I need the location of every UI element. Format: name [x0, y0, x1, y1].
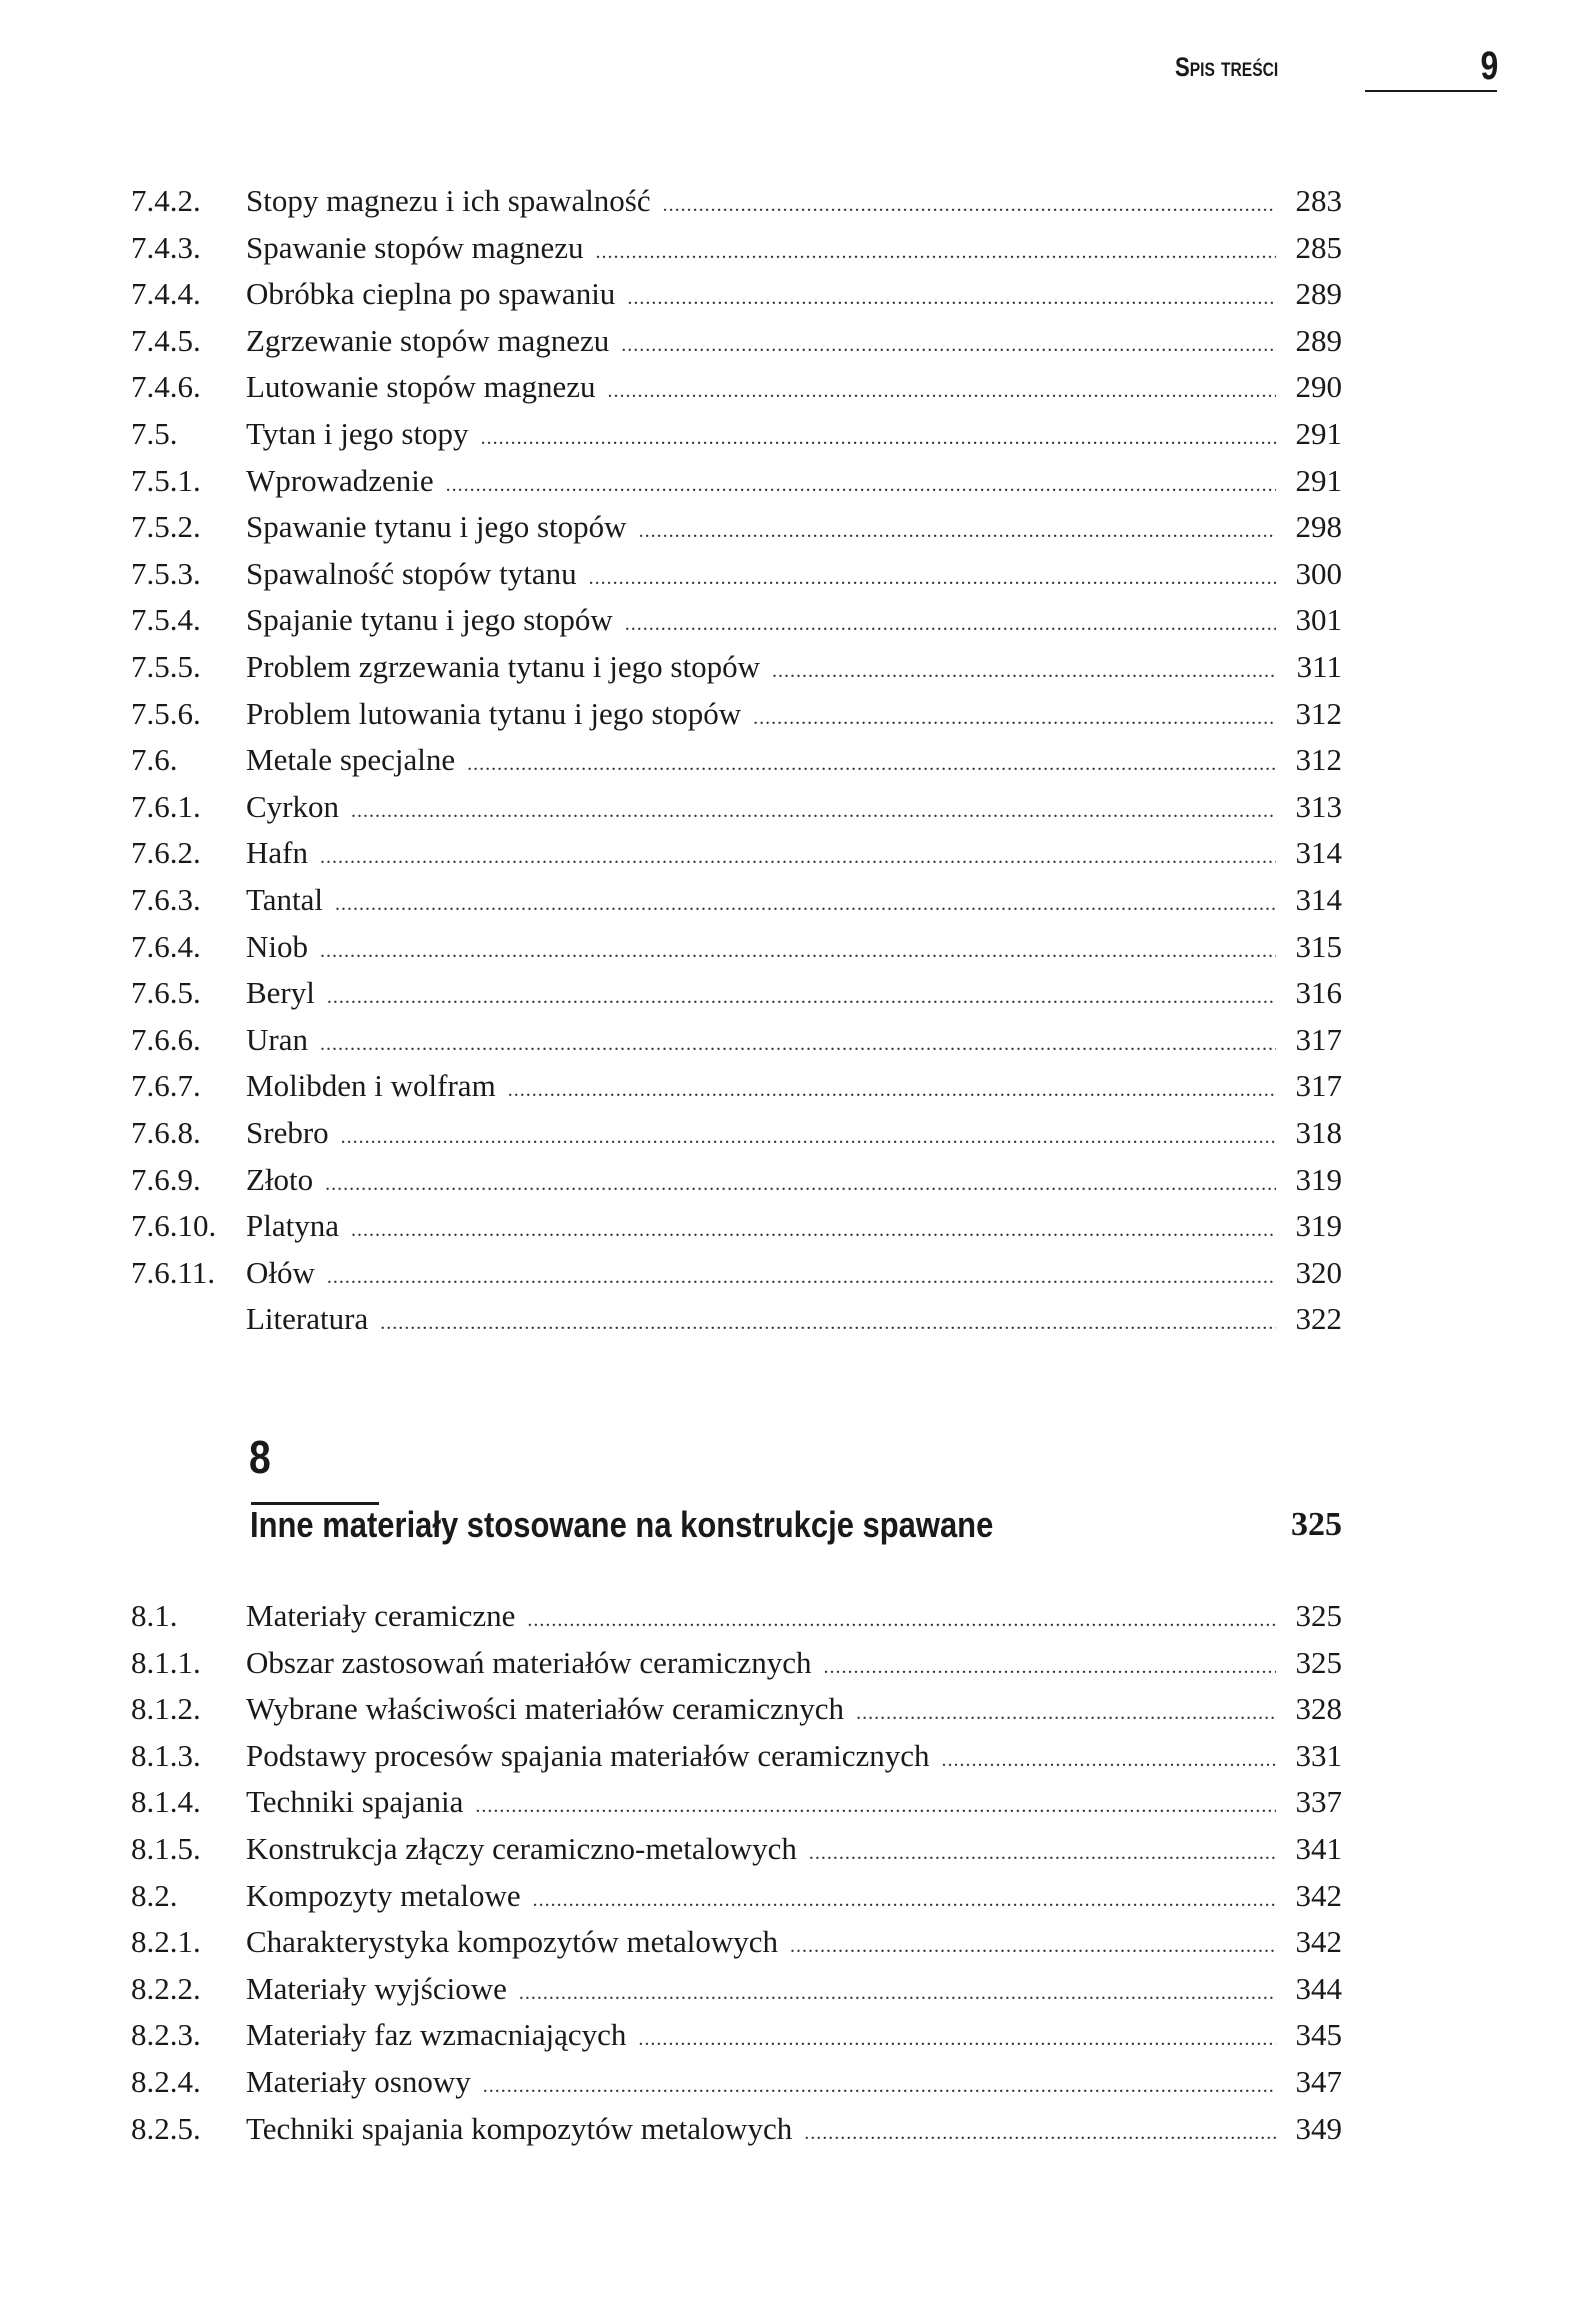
entry-page: 319	[1295, 1161, 1342, 1197]
toc-entry	[0, 364, 1574, 410]
toc-entry	[0, 1779, 1574, 1825]
entry-title: Spawanie tytanu i jego stopów	[246, 504, 639, 550]
entry-number: 8.2.	[131, 1877, 178, 1913]
toc-entry	[0, 877, 1574, 923]
dot-leader	[663, 182, 1276, 228]
entry-number: 7.6.9.	[131, 1161, 201, 1197]
entry-number: 8.1.4.	[131, 1784, 201, 1820]
entry-number: 7.5.1.	[131, 462, 201, 498]
dot-leader	[467, 741, 1276, 787]
entry-title: Materiały faz wzmacniających	[246, 2012, 638, 2058]
toc-entry	[0, 644, 1574, 690]
toc-entry	[0, 271, 1574, 317]
toc-entry	[0, 691, 1574, 737]
toc-entry	[0, 1203, 1574, 1249]
entry-title: Problem zgrzewania tytanu i jego stopów	[246, 644, 772, 690]
entry-title: Spawalność stopów tytanu	[246, 551, 589, 597]
toc-entry	[0, 1157, 1574, 1203]
entry-number: 8.2.3.	[131, 2017, 201, 2053]
dot-leader	[351, 788, 1276, 834]
entry-number: 7.6.8.	[131, 1115, 201, 1150]
entry-number: 7.6.5.	[131, 975, 201, 1011]
entry-number: 8.2.4.	[131, 2064, 201, 2099]
entry-number: 7.6.3.	[131, 882, 201, 917]
toc-entry	[0, 1063, 1574, 1109]
toc-entry	[0, 1733, 1574, 1779]
entry-page: 347	[1295, 2064, 1342, 2099]
entry-page: 289	[1295, 276, 1342, 312]
toc-entry	[0, 830, 1574, 876]
entry-number: 7.5.2.	[131, 509, 201, 545]
dot-leader	[790, 1923, 1276, 1969]
entry-page: 328	[1295, 1691, 1342, 1727]
dot-leader	[809, 1830, 1276, 1876]
entry-number: 8.2.2.	[131, 1970, 201, 2006]
entry-number: 8.1.2.	[131, 1691, 201, 1727]
toc-entry	[0, 784, 1574, 830]
dot-leader	[627, 275, 1276, 321]
entry-number: 7.6.1.	[131, 788, 201, 824]
running-head	[1170, 40, 1500, 100]
dot-leader	[824, 1644, 1277, 1690]
entry-page: 300	[1295, 555, 1342, 591]
dot-leader	[638, 2016, 1276, 2062]
entry-page: 291	[1295, 462, 1342, 498]
entry-page: 344	[1295, 1970, 1342, 2006]
dot-leader	[533, 1877, 1276, 1923]
chapter-title: Inne materiały stosowane na konstrukcje spawane	[250, 1504, 994, 1545]
entry-title: Konstrukcja złączy ceramiczno-metalowych	[246, 1826, 809, 1872]
dot-leader	[589, 555, 1276, 601]
dot-leader	[481, 415, 1276, 461]
toc-entry	[0, 1686, 1574, 1732]
entry-title: Spajanie tytanu i jego stopów	[246, 597, 625, 643]
entry-number: 7.6.10.	[131, 1208, 217, 1244]
toc-entry	[0, 225, 1574, 271]
dot-leader	[527, 1597, 1276, 1643]
entry-number: 7.4.4.	[131, 276, 201, 312]
entry-title: Zgrzewanie stopów magnezu	[246, 318, 621, 364]
entry-number: 8.1.3.	[131, 1737, 201, 1773]
entry-number: 7.4.3.	[131, 229, 201, 265]
toc-entry	[0, 458, 1574, 504]
entry-number: 7.6.7.	[131, 1068, 201, 1104]
entry-title: Techniki spajania kompozytów metalowych	[246, 2106, 804, 2152]
dot-leader	[753, 695, 1276, 741]
entry-number: 8.2.1.	[131, 1924, 201, 1960]
toc-entry	[0, 970, 1574, 1016]
dot-leader	[508, 1067, 1276, 1113]
dot-leader	[595, 229, 1276, 275]
dot-leader	[335, 881, 1276, 927]
dot-leader	[327, 1254, 1276, 1300]
toc-entry	[0, 1640, 1574, 1686]
entry-page: 337	[1295, 1784, 1342, 1820]
chapter-page: 325	[1291, 1506, 1342, 1543]
dot-leader	[341, 1114, 1276, 1160]
toc-entry	[0, 924, 1574, 970]
toc-entry	[0, 1017, 1574, 1063]
dot-leader	[621, 322, 1276, 368]
dot-leader	[446, 462, 1276, 508]
running-head-rule	[1365, 90, 1497, 92]
entry-page: 314	[1295, 882, 1342, 917]
dot-leader	[941, 1737, 1276, 1783]
entry-page: 345	[1295, 2017, 1342, 2053]
entry-page: 301	[1295, 602, 1342, 638]
entry-page: 342	[1295, 1877, 1342, 1913]
entry-page: 314	[1295, 835, 1342, 871]
entry-number: 7.6.6.	[131, 1021, 201, 1057]
entry-page: 325	[1295, 1644, 1342, 1680]
toc-entry	[0, 1919, 1574, 1965]
entry-number: 7.5.5.	[131, 649, 201, 684]
entry-number: 7.6.2.	[131, 835, 201, 871]
entry-title: Wybrane właściwości materiałów ceramicznych	[246, 1686, 856, 1732]
entry-title: Platyna	[246, 1203, 351, 1249]
entry-title: Beryl	[246, 970, 327, 1016]
entry-page: 349	[1295, 2110, 1342, 2146]
dot-leader	[856, 1690, 1276, 1736]
toc-entry	[0, 737, 1574, 783]
toc-entry	[0, 597, 1574, 643]
toc-entry	[0, 551, 1574, 597]
entry-page: 312	[1295, 695, 1342, 731]
dot-leader	[772, 648, 1276, 694]
entry-number: 7.6.	[131, 742, 178, 778]
entry-title: Niob	[246, 924, 320, 970]
toc-entry	[0, 2012, 1574, 2058]
entry-page: 341	[1295, 1831, 1342, 1866]
entry-page: 331	[1295, 1737, 1342, 1773]
entry-page: 283	[1295, 183, 1342, 218]
dot-leader	[804, 2110, 1276, 2156]
toc-entry	[0, 1250, 1574, 1296]
entry-page: 322	[1295, 1301, 1342, 1337]
toc-entry	[0, 2059, 1574, 2105]
entry-page: 290	[1295, 369, 1342, 405]
toc-entry	[0, 318, 1574, 364]
entry-title: Cyrkon	[246, 784, 351, 830]
entry-title: Kompozyty metalowe	[246, 1873, 533, 1919]
toc-entry	[0, 1873, 1574, 1919]
entry-number: 8.2.5.	[131, 2110, 201, 2146]
dot-leader	[483, 2063, 1276, 2109]
entry-title: Literatura	[246, 1296, 380, 1342]
toc-entry	[0, 1593, 1574, 1639]
entry-title: Srebro	[246, 1110, 341, 1156]
entry-title: Hafn	[246, 830, 320, 876]
entry-title: Złoto	[246, 1157, 325, 1203]
entry-title: Spawanie stopów magnezu	[246, 225, 595, 271]
entry-title: Ołów	[246, 1250, 327, 1296]
entry-page: 289	[1295, 322, 1342, 358]
dot-leader	[320, 928, 1276, 974]
entry-page: 298	[1295, 509, 1342, 545]
entry-number: 7.4.6.	[131, 369, 201, 405]
dot-leader	[327, 974, 1276, 1020]
entry-title: Stopy magnezu i ich spawalność	[246, 178, 663, 224]
entry-page: 317	[1295, 1068, 1342, 1104]
dot-leader	[608, 368, 1276, 414]
entry-page: 311	[1296, 649, 1342, 684]
page-number: 9	[1480, 44, 1498, 88]
entry-page: 319	[1295, 1208, 1342, 1244]
entry-title: Metale specjalne	[246, 737, 467, 783]
toc-entry	[0, 1296, 1574, 1342]
entry-page: 285	[1295, 229, 1342, 265]
dot-leader	[320, 1021, 1276, 1067]
entry-title: Charakterystyka kompozytów metalowych	[246, 1919, 790, 1965]
entry-page: 318	[1295, 1115, 1342, 1150]
dot-leader	[320, 834, 1276, 880]
entry-number: 7.5.6.	[131, 695, 201, 731]
entry-number: 7.5.	[131, 416, 178, 451]
entry-page: 313	[1295, 788, 1342, 824]
entry-title: Molibden i wolfram	[246, 1063, 508, 1109]
toc-entry	[0, 504, 1574, 550]
dot-leader	[351, 1207, 1276, 1253]
entry-number: 7.4.5.	[131, 322, 201, 358]
entry-title: Obszar zastosowań materiałów ceramicznych	[246, 1640, 824, 1686]
entry-number: 8.1.	[131, 1598, 178, 1633]
entry-page: 342	[1295, 1924, 1342, 1960]
entry-number: 7.4.2.	[131, 183, 201, 218]
entry-number: 7.5.4.	[131, 602, 201, 638]
entry-number: 7.6.11.	[131, 1254, 216, 1290]
entry-title: Tantal	[246, 877, 335, 923]
toc-entry	[0, 178, 1574, 224]
toc-entry	[0, 1110, 1574, 1156]
entry-title: Lutowanie stopów magnezu	[246, 364, 608, 410]
entry-page: 315	[1295, 928, 1342, 964]
dot-leader	[475, 1783, 1276, 1829]
entry-page: 317	[1295, 1021, 1342, 1057]
entry-page: 316	[1295, 975, 1342, 1011]
entry-page: 291	[1295, 416, 1342, 451]
entry-title: Materiały ceramiczne	[246, 1593, 527, 1639]
entry-title: Materiały osnowy	[246, 2059, 483, 2105]
entry-title: Techniki spajania	[246, 1779, 475, 1825]
dot-leader	[380, 1300, 1276, 1346]
entry-number: 7.6.4.	[131, 928, 201, 964]
entry-number: 7.5.3.	[131, 555, 201, 591]
entry-page: 325	[1295, 1598, 1342, 1633]
toc-entry	[0, 1826, 1574, 1872]
entry-title: Uran	[246, 1017, 320, 1063]
entry-page: 312	[1295, 742, 1342, 778]
entry-page: 320	[1295, 1254, 1342, 1290]
dot-leader	[625, 601, 1276, 647]
toc-entry	[0, 1966, 1574, 2012]
entry-title: Obróbka cieplna po spawaniu	[246, 271, 627, 317]
entry-number: 8.1.5.	[131, 1831, 201, 1866]
chapter-number: 8	[249, 1431, 271, 1483]
dot-leader	[639, 508, 1276, 554]
entry-title: Wprowadzenie	[246, 458, 446, 504]
entry-title: Tytan i jego stopy	[246, 411, 481, 457]
toc-entry	[0, 411, 1574, 457]
entry-number: 8.1.1.	[131, 1644, 201, 1680]
dot-leader	[519, 1970, 1276, 2016]
running-head-title: Spis treści	[1175, 52, 1279, 82]
entry-title: Podstawy procesów spajania materiałów ceramicznych	[246, 1733, 941, 1779]
entry-title: Problem lutowania tytanu i jego stopów	[246, 691, 753, 737]
toc-entry	[0, 2106, 1574, 2152]
dot-leader	[325, 1161, 1276, 1207]
entry-title: Materiały wyjściowe	[246, 1966, 519, 2012]
